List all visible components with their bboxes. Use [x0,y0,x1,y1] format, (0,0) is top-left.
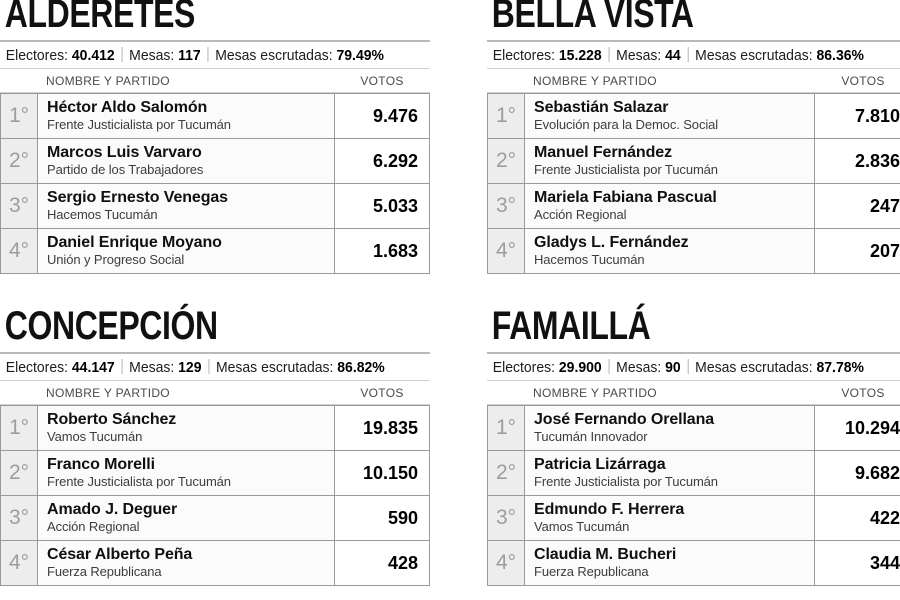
candidate-party: Fuerza Republicana [47,564,162,579]
municipality-panel-concepcion [0,306,430,586]
candidate-name: Sergio Ernesto Venegas [47,189,228,206]
stat-separator [687,47,688,62]
column-header-rank [0,386,38,400]
candidate-name: Patricia Lizárraga [534,456,666,473]
rank-cell: 3° [0,496,38,540]
candidate-name: Mariela Fabiana Pascual [534,189,717,206]
candidate-cell [38,139,334,183]
candidate-party: Acción Regional [47,519,140,534]
results-table [487,405,900,586]
candidate-name: Manuel Fernández [534,144,672,161]
table-column-headers [487,70,900,93]
column-header-votes: VOTOS [841,386,885,400]
stat-separator [687,359,688,374]
votes-cell: 7.810 [814,94,900,138]
stat-separator [207,47,208,62]
table-row [0,541,430,586]
municipality-title: FAMAILLÁ [491,304,651,348]
votes-cell: 10.294 [814,406,900,450]
table-row [0,184,430,229]
candidate-cell [38,406,334,450]
table-row [0,496,430,541]
stat-separator [208,359,209,374]
municipality-title: CONCEPCIÓN [4,304,218,348]
votes-cell: 428 [334,541,430,585]
candidate-cell [38,229,334,273]
candidate-party: Frente Justicialista por Tucumán [534,162,718,177]
votes-cell: 6.292 [334,139,430,183]
table-row [487,184,900,229]
votes-cell: 1.683 [334,229,430,273]
table-row [487,139,900,184]
votes-cell: 19.835 [334,406,430,450]
column-header-rank [0,74,38,88]
column-header-name: NOMBRE Y PARTIDO [533,386,657,400]
column-header-rank [487,74,525,88]
stat-electores: Electores: 29.900 [492,360,602,376]
rank-cell: 1° [487,406,525,450]
table-row [487,229,900,274]
candidate-party: Vamos Tucumán [47,429,143,444]
rank-cell: 2° [0,139,38,183]
stat-electores: Electores: 44.147 [5,360,115,376]
candidate-name: Edmundo F. Herrera [534,501,685,518]
rank-cell: 1° [0,94,38,138]
summary-stats-bar [487,40,900,69]
votes-cell: 9.682 [814,451,900,495]
candidate-cell [525,451,814,495]
table-row [0,406,430,451]
candidate-name: Gladys L. Fernández [534,234,689,251]
rank-cell: 4° [487,229,525,273]
candidate-cell [525,496,814,540]
stat-mesas-escrutadas: Mesas escrutadas: 86.82% [215,360,385,376]
candidate-cell [525,184,814,228]
candidate-name: José Fernando Orellana [534,411,715,428]
results-table [0,405,430,586]
candidate-party: Partido de los Trabajadores [47,162,204,177]
column-header-votes: VOTOS [360,74,404,88]
table-row [0,229,430,274]
stat-separator [121,359,122,374]
rank-cell: 1° [487,94,525,138]
column-header-name: NOMBRE Y PARTIDO [46,386,170,400]
candidate-party: Acción Regional [534,207,627,222]
table-row [0,451,430,496]
column-header-votes: VOTOS [841,74,885,88]
table-row [0,139,430,184]
votes-cell: 2.836 [814,139,900,183]
votes-cell: 10.150 [334,451,430,495]
stat-separator [608,47,609,62]
candidate-name: Daniel Enrique Moyano [47,234,222,251]
stat-mesas: Mesas: 117 [129,48,201,64]
rank-cell: 3° [487,184,525,228]
municipality-panel-bella-vista [487,0,900,274]
municipality-title: ALDERETES [4,0,195,36]
table-row [487,451,900,496]
candidate-cell [38,451,334,495]
candidate-cell [38,541,334,585]
stat-electores: Electores: 40.412 [5,48,115,64]
column-header-name: NOMBRE Y PARTIDO [46,74,170,88]
candidate-party: Fuerza Republicana [534,564,649,579]
column-header-votes: VOTOS [360,386,404,400]
candidate-name: Franco Morelli [47,456,155,473]
column-header-rank [487,386,525,400]
stat-mesas-escrutadas: Mesas escrutadas: 86.36% [695,48,864,64]
table-row [0,94,430,139]
rank-cell: 2° [487,139,525,183]
stat-mesas: Mesas: 90 [616,360,681,376]
candidate-cell [525,229,814,273]
candidate-name: Roberto Sánchez [47,411,177,428]
candidate-party: Vamos Tucumán [534,519,630,534]
rank-cell: 2° [487,451,525,495]
rank-cell: 3° [0,184,38,228]
candidate-cell [38,496,334,540]
results-table [487,93,900,274]
column-header-name: NOMBRE Y PARTIDO [533,74,657,88]
candidate-name: Claudia M. Bucheri [534,546,677,563]
candidate-name: César Alberto Peña [47,546,193,563]
rank-cell: 3° [487,496,525,540]
stat-separator [608,359,609,374]
municipality-panel-alderetes [0,0,430,274]
table-row [487,94,900,139]
rank-cell: 4° [0,229,38,273]
rank-cell: 1° [0,406,38,450]
candidate-name: Sebastián Salazar [534,99,669,116]
rank-cell: 4° [0,541,38,585]
candidate-party: Frente Justicialista por Tucumán [47,474,231,489]
candidate-party: Unión y Progreso Social [47,252,185,267]
rank-cell: 4° [487,541,525,585]
votes-cell: 344 [814,541,900,585]
rank-cell: 2° [0,451,38,495]
candidate-cell [525,94,814,138]
candidate-cell [525,406,814,450]
table-row [487,406,900,451]
candidate-cell [525,139,814,183]
candidate-party: Hacemos Tucumán [534,252,645,267]
stat-separator [121,47,122,62]
votes-cell: 422 [814,496,900,540]
candidate-cell [38,184,334,228]
candidate-party: Frente Justicialista por Tucumán [534,474,718,489]
summary-stats-bar [487,352,900,381]
votes-cell: 247 [814,184,900,228]
table-row [487,496,900,541]
summary-stats-bar [0,352,430,381]
stat-mesas: Mesas: 44 [616,48,681,64]
stat-mesas: Mesas: 129 [129,360,202,376]
summary-stats-bar [0,40,430,69]
votes-cell: 207 [814,229,900,273]
municipality-title: BELLA VISTA [491,0,694,36]
candidate-cell [38,94,334,138]
candidate-party: Evolución para la Democ. Social [534,117,719,132]
results-table [0,93,430,274]
table-column-headers [0,70,430,93]
candidate-name: Marcos Luis Varvaro [47,144,202,161]
candidate-party: Tucumán Innovador [534,429,648,444]
stat-mesas-escrutadas: Mesas escrutadas: 87.78% [695,360,864,376]
votes-cell: 590 [334,496,430,540]
candidate-party: Frente Justicialista por Tucumán [47,117,231,132]
table-column-headers [0,382,430,405]
candidate-name: Amado J. Deguer [47,501,178,518]
stat-electores: Electores: 15.228 [492,48,602,64]
votes-cell: 9.476 [334,94,430,138]
candidate-party: Hacemos Tucumán [47,207,158,222]
municipality-panel-famailla [487,306,900,586]
stat-mesas-escrutadas: Mesas escrutadas: 79.49% [215,48,384,64]
candidate-name: Héctor Aldo Salomón [47,99,208,116]
table-column-headers [487,382,900,405]
table-row [487,541,900,586]
votes-cell: 5.033 [334,184,430,228]
candidate-cell [525,541,814,585]
